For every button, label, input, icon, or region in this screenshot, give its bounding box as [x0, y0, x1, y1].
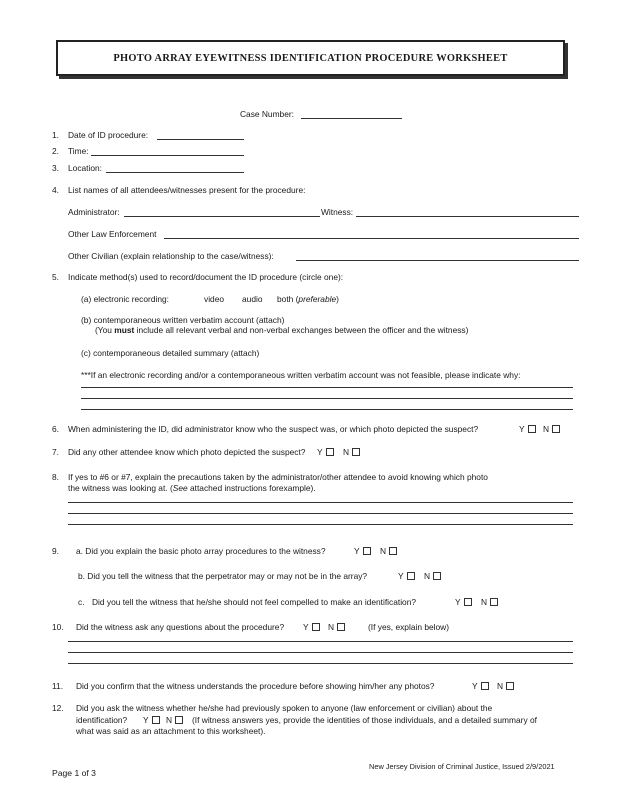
q7-yes-checkbox[interactable]: Y: [317, 448, 334, 456]
q8-answer-line-3[interactable]: [68, 524, 573, 525]
q9c-yes-checkbox[interactable]: Y: [455, 598, 472, 606]
page-title: PHOTO ARRAY EYEWITNESS IDENTIFICATION PROCEDURE WORKSHEET: [113, 53, 508, 64]
q6-label: When administering the ID, did administrator know who the suspect was, or which photo depicted the suspect?: [68, 424, 479, 434]
witness-field[interactable]: [356, 216, 579, 217]
q9b-label: b. Did you tell the witness that the perpetrator may or may not be in the array?: [78, 571, 368, 581]
q4-label: List names of all attendees/witnesses present for the procedure:: [68, 185, 306, 195]
time-field[interactable]: [91, 155, 244, 156]
title-box: [56, 40, 565, 76]
q9a-no-checkbox[interactable]: N: [380, 547, 397, 555]
q10-answer-line-2[interactable]: [68, 652, 573, 653]
q4-number: 4.: [52, 185, 59, 195]
q5-answer-line-3[interactable]: [81, 409, 573, 410]
q5-note: ***If an electronic recording and/or a contemporaneous written verbatim account was not feasible, please indicate why:: [81, 370, 521, 380]
q12-line2-label: identification?: [76, 715, 128, 725]
q8-answer-line-2[interactable]: [68, 513, 573, 514]
q3-label: Location:: [68, 163, 102, 173]
page-number: Page 1 of 3: [52, 768, 96, 778]
issued-note: New Jersey Division of Criminal Justice, Issued 2/9/2021: [369, 762, 555, 771]
q3-number: 3.: [52, 163, 59, 173]
q6-no-checkbox[interactable]: N: [543, 425, 560, 433]
q8-line2: the witness was looking at. (See attached instructions forexample).: [68, 483, 316, 493]
q12-yes-checkbox[interactable]: Y: [143, 716, 160, 724]
q10-no-checkbox[interactable]: N: [328, 623, 345, 631]
q8-line1: If yes to #6 or #7, explain the precautions taken by the administrator/other attendee to avoid knowing which photo: [68, 472, 488, 482]
date-field[interactable]: [157, 139, 244, 140]
q10-note: (If yes, explain below): [368, 622, 449, 632]
q12-line2-note: (If witness answers yes, provide the identities of those individuals, and a detailed summary of: [192, 715, 537, 725]
q8-answer-line-1[interactable]: [68, 502, 573, 503]
q1-number: 1.: [52, 130, 59, 140]
q5c-label: (c) contemporaneous detailed summary (attach): [81, 348, 260, 358]
q6-number: 6.: [52, 424, 59, 434]
q5-label: Indicate method(s) used to record/document the ID procedure (circle one):: [68, 272, 344, 282]
q10-label: Did the witness ask any questions about the procedure?: [76, 622, 285, 632]
q9c-no-checkbox[interactable]: N: [481, 598, 498, 606]
q5a-video-option[interactable]: video: [204, 294, 225, 304]
case-number-field[interactable]: [301, 118, 402, 119]
q7-number: 7.: [52, 447, 59, 457]
q12-line1: Did you ask the witness whether he/she had previously spoken to anyone (law enforcement or civilian) about the: [76, 703, 493, 713]
administrator-label: Administrator:: [68, 207, 120, 217]
other-law-field[interactable]: [164, 238, 579, 239]
q10-answer-line-3[interactable]: [68, 663, 573, 664]
q6-yes-checkbox[interactable]: Y: [519, 425, 536, 433]
other-civilian-label: Other Civilian (explain relationship to the case/witness):: [68, 251, 274, 261]
q8-number: 8.: [52, 472, 59, 482]
q9c-letter: c.: [78, 597, 85, 607]
q12-line3: what was said as an attachment to this worksheet).: [76, 726, 266, 736]
q12-no-checkbox[interactable]: N: [166, 716, 183, 724]
q11-number: 11.: [52, 681, 64, 691]
q10-number: 10.: [52, 622, 64, 632]
q10-answer-line-1[interactable]: [68, 641, 573, 642]
q5-number: 5.: [52, 272, 59, 282]
q5a-audio-option[interactable]: audio: [242, 294, 263, 304]
q5a-both-option[interactable]: both (preferable): [277, 294, 339, 304]
location-field[interactable]: [106, 172, 244, 173]
q7-no-checkbox[interactable]: N: [343, 448, 360, 456]
q11-yes-checkbox[interactable]: Y: [472, 682, 489, 690]
q1-label: Date of ID procedure:: [68, 130, 149, 140]
q5b-label: (b) contemporaneous written verbatim account (attach): [81, 315, 285, 325]
witness-label: Witness:: [321, 207, 354, 217]
case-number-label: Case Number:: [240, 109, 294, 119]
q9-number: 9.: [52, 546, 59, 556]
q7-label: Did any other attendee know which photo depicted the suspect?: [68, 447, 306, 457]
q2-number: 2.: [52, 146, 59, 156]
q5a-label: (a) electronic recording:: [81, 294, 169, 304]
q9c-label: Did you tell the witness that he/she should not feel compelled to make an identification?: [92, 597, 417, 607]
q11-label: Did you confirm that the witness understands the procedure before showing him/her any photos?: [76, 681, 435, 691]
q5b-note: (You must include all relevant verbal and non-verbal exchanges between the officer and the witness): [95, 325, 469, 335]
q5-answer-line-1[interactable]: [81, 387, 573, 388]
q2-label: Time:: [68, 146, 89, 156]
q10-yes-checkbox[interactable]: Y: [303, 623, 320, 631]
q9b-yes-checkbox[interactable]: Y: [398, 572, 415, 580]
other-civilian-field[interactable]: [296, 260, 579, 261]
q9b-no-checkbox[interactable]: N: [424, 572, 441, 580]
q11-no-checkbox[interactable]: N: [497, 682, 514, 690]
q12-number: 12.: [52, 703, 64, 713]
administrator-field[interactable]: [124, 216, 320, 217]
q9a-label: a. Did you explain the basic photo array procedures to the witness?: [76, 546, 326, 556]
q9a-yes-checkbox[interactable]: Y: [354, 547, 371, 555]
other-law-label: Other Law Enforcement: [68, 229, 157, 239]
q5-answer-line-2[interactable]: [81, 398, 573, 399]
